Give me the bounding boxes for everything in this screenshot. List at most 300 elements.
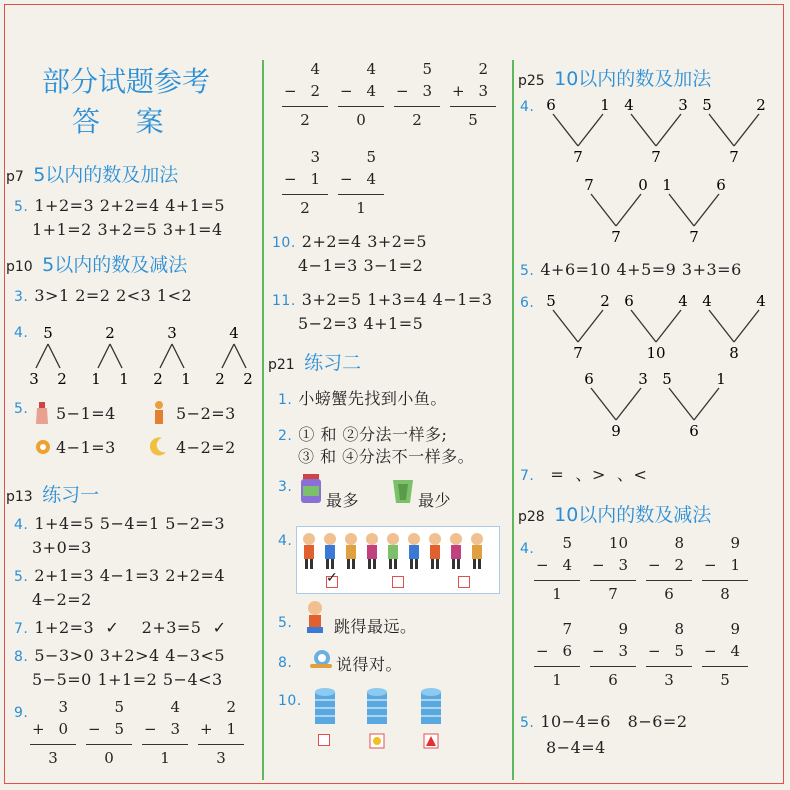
q3a-line1 xyxy=(14,286,192,305)
calc-bar xyxy=(394,106,440,107)
page-title-line2: 答 案 xyxy=(72,105,164,138)
section-page: p7 xyxy=(6,169,24,185)
bond-part-left: 7 xyxy=(584,176,594,194)
q5b-line2 xyxy=(546,738,606,757)
calc-operand-top: 8 xyxy=(674,620,684,638)
calc-bar xyxy=(282,106,328,107)
calc-operand-value: 4 xyxy=(730,642,740,660)
bond-line xyxy=(591,194,616,226)
red-triangle-icon xyxy=(424,734,438,748)
calc-operand-bottom xyxy=(282,170,328,192)
child-figure-icon xyxy=(384,532,402,570)
bond-part-left: 4 xyxy=(624,96,634,114)
calc-result: 3 xyxy=(216,749,226,767)
q11-line1 xyxy=(272,290,493,309)
vertical-calc xyxy=(282,148,328,221)
question-number: 5. xyxy=(520,715,535,731)
q8-text: 说得对。 xyxy=(336,655,403,674)
bond-line xyxy=(553,114,578,146)
bond-line xyxy=(98,344,110,368)
answer-text: 5−2=3 4+1=5 xyxy=(298,314,424,333)
calc-operand-top: 5 xyxy=(422,60,432,78)
bond-line xyxy=(591,388,616,420)
number-bond-tree xyxy=(659,176,729,246)
bond-line xyxy=(734,310,759,342)
bond-line xyxy=(694,388,719,420)
calc-operand-value: 1 xyxy=(730,556,740,574)
flower-icon xyxy=(34,438,52,456)
q7-line xyxy=(520,462,647,485)
section-page: p10 xyxy=(6,259,33,275)
answer-text: ① 和 ②分法一样多; xyxy=(298,425,448,444)
calc-operator: − xyxy=(536,556,549,574)
bond-total: 2 xyxy=(105,324,115,342)
q10-line2 xyxy=(298,256,423,275)
number-bond-tree xyxy=(214,322,254,388)
number-bond-tree xyxy=(581,176,651,246)
calc-result: 2 xyxy=(300,199,310,217)
bond-part-left: 6 xyxy=(584,370,594,388)
bond-part-right: 1 xyxy=(716,370,726,388)
calc-result: 3 xyxy=(48,749,58,767)
calc-result: 0 xyxy=(104,749,114,767)
calc-operator: − xyxy=(284,82,297,100)
calc-operand-bottom xyxy=(30,720,76,742)
bond-part-right: 1 xyxy=(119,370,129,388)
vertical-calc xyxy=(702,620,748,693)
calc-bar xyxy=(86,744,132,745)
q5b-b: 5−2=3 xyxy=(176,404,236,423)
calc-operand-top: 3 xyxy=(310,148,320,166)
question-number: 4. xyxy=(520,541,535,557)
vertical-calc xyxy=(534,534,580,607)
calc-operand-bottom xyxy=(590,556,636,578)
calc-operator: − xyxy=(592,642,605,660)
answer-text: 1+1=2 3+2=5 3+1=4 xyxy=(32,220,223,239)
calc-operand-value: 2 xyxy=(674,556,684,574)
bond-part-right: 6 xyxy=(716,176,726,194)
calc-result: 2 xyxy=(412,111,422,129)
vertical-calc xyxy=(86,698,132,771)
calc-operator: − xyxy=(648,556,661,574)
bond-part-left: 6 xyxy=(624,292,634,310)
question-number: 5. xyxy=(278,615,293,631)
calc-operand-top: 7 xyxy=(562,620,572,638)
q3-least: 最少 xyxy=(418,491,452,510)
calc-operand-bottom xyxy=(646,642,692,664)
check-mark: ✓ xyxy=(326,570,338,586)
q2-line1 xyxy=(278,422,447,445)
bottle-icon xyxy=(34,402,50,426)
bond-line xyxy=(172,344,184,368)
bond-line xyxy=(578,310,603,342)
number-bond-tree xyxy=(699,292,769,362)
figure-icon xyxy=(152,400,166,426)
bond-line xyxy=(616,388,641,420)
calc-operand-value: 3 xyxy=(478,82,488,100)
q5c-line1 xyxy=(14,566,225,585)
number-bond-tree xyxy=(28,322,68,388)
calc-result: 1 xyxy=(552,671,562,689)
child-figure-icon xyxy=(468,532,486,570)
calc-bar xyxy=(198,744,244,745)
calc-operand-top: 9 xyxy=(618,620,628,638)
calc-operator: − xyxy=(284,170,297,188)
calc-result: 1 xyxy=(160,749,170,767)
bond-total: 10 xyxy=(646,344,666,362)
question-number: 5. xyxy=(520,263,535,279)
calc-operand-value: 4 xyxy=(366,170,376,188)
question-number: 10. xyxy=(272,235,296,251)
section-p28 xyxy=(518,500,711,527)
calc-result: 0 xyxy=(356,111,366,129)
bond-part-right: 2 xyxy=(600,292,610,310)
number-bond-tree xyxy=(543,292,613,362)
calc-operand-value: 5 xyxy=(114,720,124,738)
section-p25 xyxy=(518,64,711,91)
number-bond-tree xyxy=(621,292,691,362)
answer-text: 3+0=3 xyxy=(32,538,92,557)
child-figure-icon xyxy=(363,532,381,570)
vertical-calc xyxy=(646,620,692,693)
jar-icon xyxy=(300,474,322,504)
vertical-calc xyxy=(534,620,580,693)
bond-part-right: 4 xyxy=(756,292,766,310)
child-figure-icon xyxy=(447,532,465,570)
calc-operator: − xyxy=(536,642,549,660)
answer-text: 2+2=4 3+2=5 xyxy=(301,232,428,251)
bond-total: 7 xyxy=(689,228,699,246)
vertical-calc xyxy=(702,534,748,607)
question-number: 10. xyxy=(278,693,302,709)
calc-result: 8 xyxy=(720,585,730,603)
number-bond-tree xyxy=(543,96,613,166)
answer-text: 8−4=4 xyxy=(546,738,606,757)
calc-operand-top: 9 xyxy=(730,534,740,552)
answer-text: 3>1 2=2 2<3 1<2 xyxy=(34,286,193,305)
bond-part-left: 5 xyxy=(546,292,556,310)
calc-operand-value: 2 xyxy=(310,82,320,100)
q1-line xyxy=(278,386,447,409)
calc-bar xyxy=(590,666,636,667)
bond-part-left: 5 xyxy=(662,370,672,388)
calc-operand-top: 4 xyxy=(310,60,320,78)
calc-operator: − xyxy=(648,642,661,660)
calc-operator: + xyxy=(452,82,465,100)
vertical-calc xyxy=(282,60,328,133)
bond-part-right: 0 xyxy=(638,176,648,194)
calc-operand-top: 4 xyxy=(366,60,376,78)
section-p7 xyxy=(6,160,178,187)
q6-number xyxy=(520,292,540,311)
section-title: 5以内的数及减法 xyxy=(42,254,188,276)
bond-part-right: 3 xyxy=(638,370,648,388)
bond-part-right: 3 xyxy=(678,96,688,114)
bond-line xyxy=(709,310,734,342)
question-number: 5. xyxy=(14,199,29,215)
answer-text: 5−3>0 3+2>4 4−3<5 xyxy=(34,646,226,665)
answer-text: 小螃蟹先找到小鱼。 xyxy=(298,389,447,408)
q8a-line2 xyxy=(32,670,223,689)
calc-bar xyxy=(702,580,748,581)
calc-operand-value: 3 xyxy=(422,82,432,100)
section-page: p25 xyxy=(518,73,545,89)
q3-most: 最多 xyxy=(326,491,360,510)
section-title: 练习二 xyxy=(304,352,362,374)
calc-operand-bottom xyxy=(702,556,748,578)
q5b-line1 xyxy=(520,712,688,731)
calc-result: 5 xyxy=(720,671,730,689)
question-number: 8. xyxy=(278,655,293,671)
calc-bar xyxy=(534,580,580,581)
bond-part-right: 1 xyxy=(181,370,191,388)
vertical-calc xyxy=(142,698,188,771)
q5-text: 跳得最远。 xyxy=(334,617,417,636)
bond-line xyxy=(709,114,734,146)
answer-text: 1+2=3 2+2=4 4+1=5 xyxy=(34,196,226,215)
snail-icon xyxy=(308,648,334,670)
vertical-calc xyxy=(30,698,76,771)
q5-line xyxy=(520,260,742,279)
question-number: 9. xyxy=(14,705,29,721)
bond-part-right: 4 xyxy=(678,292,688,310)
vertical-calc xyxy=(450,60,496,133)
bond-total: 9 xyxy=(611,422,621,440)
question-number: 2. xyxy=(278,428,293,444)
question-number: 3. xyxy=(14,289,29,305)
calc-result: 6 xyxy=(664,585,674,603)
calc-operator: + xyxy=(32,720,45,738)
calc-bar xyxy=(646,666,692,667)
calc-operand-bottom xyxy=(86,720,132,742)
question-number: 6. xyxy=(520,295,535,311)
number-bond-tree xyxy=(90,322,130,388)
calc-result: 6 xyxy=(608,671,618,689)
bond-total: 7 xyxy=(729,148,739,166)
calc-operand-value: 3 xyxy=(170,720,180,738)
section-p13 xyxy=(6,480,99,507)
calc-operand-value: 3 xyxy=(618,556,628,574)
calc-operand-top: 2 xyxy=(226,698,236,716)
calc-bar xyxy=(30,744,76,745)
vertical-calc xyxy=(590,620,636,693)
bond-line xyxy=(234,344,246,368)
q4b-line2 xyxy=(32,538,92,557)
calc-bar xyxy=(534,666,580,667)
child-figure-icon xyxy=(300,532,318,570)
q7a-line1 xyxy=(14,618,227,637)
calc-operand-top: 5 xyxy=(114,698,124,716)
moon-icon xyxy=(150,436,168,456)
question-number: 3. xyxy=(278,479,293,495)
calc-operand-top: 8 xyxy=(674,534,684,552)
bond-part-left: 3 xyxy=(29,370,39,388)
q5c-line2 xyxy=(32,590,92,609)
answer-text: 4−2=2 xyxy=(32,590,92,609)
q5b-d: 4−2=2 xyxy=(176,438,236,457)
question-number: 7. xyxy=(14,621,29,637)
calc-bar xyxy=(282,194,328,195)
bond-part-left: 1 xyxy=(91,370,101,388)
bond-line xyxy=(616,194,641,226)
calc-operand-top: 5 xyxy=(366,148,376,166)
q5b-number xyxy=(14,398,34,417)
calc-result: 5 xyxy=(468,111,478,129)
coin-stack-icon xyxy=(366,688,388,728)
bond-line xyxy=(110,344,122,368)
vertical-calc xyxy=(646,534,692,607)
calc-result: 1 xyxy=(356,199,366,217)
calc-result: 2 xyxy=(300,111,310,129)
question-number: 4. xyxy=(14,325,29,341)
answer-text: 3+2=5 1+3=4 4−1=3 xyxy=(301,290,493,309)
vertical-calc xyxy=(338,60,384,133)
q5b-a: 5−1=4 xyxy=(56,404,116,423)
calc-operand-bottom xyxy=(394,82,440,104)
yellow-circle-icon xyxy=(370,734,384,748)
calc-operand-bottom xyxy=(142,720,188,742)
vertical-calc xyxy=(198,698,244,771)
calc-operand-bottom xyxy=(338,170,384,192)
answer-text: 1+2=3 ✓ 2+3=5 ✓ xyxy=(34,618,227,637)
number-bond-tree xyxy=(659,370,729,440)
bond-total: 5 xyxy=(43,324,53,342)
bond-total: 7 xyxy=(651,148,661,166)
calc-operand-bottom xyxy=(338,82,384,104)
calc-operator: − xyxy=(88,720,101,738)
calc-operand-bottom xyxy=(282,82,328,104)
bond-line xyxy=(222,344,234,368)
coin-stack-icon xyxy=(314,688,336,728)
bond-part-left: 4 xyxy=(702,292,712,310)
answer-box xyxy=(458,576,470,588)
calc-operand-value: 1 xyxy=(310,170,320,188)
answer-text: = 、> 、< xyxy=(550,465,648,484)
column-divider-1 xyxy=(262,60,264,780)
answer-box xyxy=(392,576,404,588)
calc-operand-top: 10 xyxy=(608,534,628,552)
calc-bar xyxy=(142,744,188,745)
bond-part-right: 2 xyxy=(756,96,766,114)
calc-result: 3 xyxy=(664,671,674,689)
bond-line xyxy=(631,114,656,146)
section-page: p13 xyxy=(6,489,33,505)
coin-stack-icon xyxy=(420,688,442,728)
bond-part-right: 2 xyxy=(57,370,67,388)
q8a-line1 xyxy=(14,646,225,665)
calc-operator: + xyxy=(200,720,213,738)
number-bond-tree xyxy=(699,96,769,166)
answer-text: 4+6=10 4+5=9 3+3=6 xyxy=(540,260,742,279)
section-page: p28 xyxy=(518,509,545,525)
bond-part-right: 1 xyxy=(600,96,610,114)
bond-line xyxy=(160,344,172,368)
bond-line xyxy=(36,344,48,368)
question-number: 7. xyxy=(520,468,535,484)
bond-line xyxy=(631,310,656,342)
calc-operand-value: 0 xyxy=(58,720,68,738)
section-p10 xyxy=(6,250,187,277)
bond-total: 7 xyxy=(573,148,583,166)
calc-operand-top: 4 xyxy=(170,698,180,716)
question-number: 11. xyxy=(272,293,296,309)
calc-result: 7 xyxy=(608,585,618,603)
question-number: 1. xyxy=(278,392,293,408)
calc-operand-value: 4 xyxy=(366,82,376,100)
bond-line xyxy=(694,194,719,226)
child-figure-icon xyxy=(342,532,360,570)
calc-operand-bottom xyxy=(534,556,580,578)
bond-total: 3 xyxy=(167,324,177,342)
section-title: 5以内的数及加法 xyxy=(33,164,179,186)
section-title: 练习一 xyxy=(42,484,100,506)
bond-part-right: 2 xyxy=(243,370,253,388)
calc-operand-bottom xyxy=(702,642,748,664)
calc-operator: − xyxy=(144,720,157,738)
calc-operand-value: 5 xyxy=(674,642,684,660)
section-p21 xyxy=(268,348,361,375)
bond-line xyxy=(669,388,694,420)
bond-line xyxy=(578,114,603,146)
calc-operator: − xyxy=(396,82,409,100)
answer-text: 2+1=3 4−1=3 2+2=4 xyxy=(34,566,226,585)
calc-operator: − xyxy=(704,556,717,574)
answer-text: ③ 和 ④分法不一样多。 xyxy=(298,447,475,466)
q4-number xyxy=(520,96,540,115)
question-number: 8. xyxy=(14,649,29,665)
bond-total: 7 xyxy=(573,344,583,362)
bond-line xyxy=(656,114,681,146)
q3-number xyxy=(278,476,298,495)
column-divider-2 xyxy=(512,60,514,780)
answer-text: 1+4=5 5−4=1 5−2=3 xyxy=(34,514,226,533)
child-figure-icon xyxy=(321,532,339,570)
answer-text: 5−5=0 1+1=2 5−4<3 xyxy=(32,670,223,689)
answer-box xyxy=(318,734,330,746)
question-number: 5. xyxy=(14,401,29,417)
q5-line xyxy=(278,612,298,631)
bond-part-left: 5 xyxy=(702,96,712,114)
answer-text: 10−4=6 8−6=2 xyxy=(540,712,688,731)
bond-line xyxy=(734,114,759,146)
answer-text: 4−1=3 3−1=2 xyxy=(298,256,424,275)
calc-bar xyxy=(338,194,384,195)
q5b-c: 4−1=3 xyxy=(56,438,116,457)
q2-line2 xyxy=(298,444,474,467)
bond-total: 4 xyxy=(229,324,239,342)
bond-total: 8 xyxy=(729,344,739,362)
calc-operand-value: 4 xyxy=(562,556,572,574)
jumping-child-icon xyxy=(302,600,328,636)
child-figure-icon xyxy=(405,532,423,570)
calc-bar xyxy=(702,666,748,667)
bond-part-left: 2 xyxy=(153,370,163,388)
vertical-calc xyxy=(394,60,440,133)
bond-line xyxy=(48,344,60,368)
q4b-line1 xyxy=(14,514,225,533)
number-bond-tree xyxy=(581,370,651,440)
q10b-number xyxy=(278,690,308,709)
calc-operand-bottom xyxy=(450,82,496,104)
bond-part-left: 6 xyxy=(546,96,556,114)
page-title-line1: 部分试题参考 xyxy=(42,65,211,98)
calc-operator: − xyxy=(704,642,717,660)
calc-operand-value: 1 xyxy=(226,720,236,738)
bond-total: 6 xyxy=(689,422,699,440)
number-bond-tree xyxy=(621,96,691,166)
calc-operand-top: 3 xyxy=(58,698,68,716)
q8-number xyxy=(278,652,298,671)
